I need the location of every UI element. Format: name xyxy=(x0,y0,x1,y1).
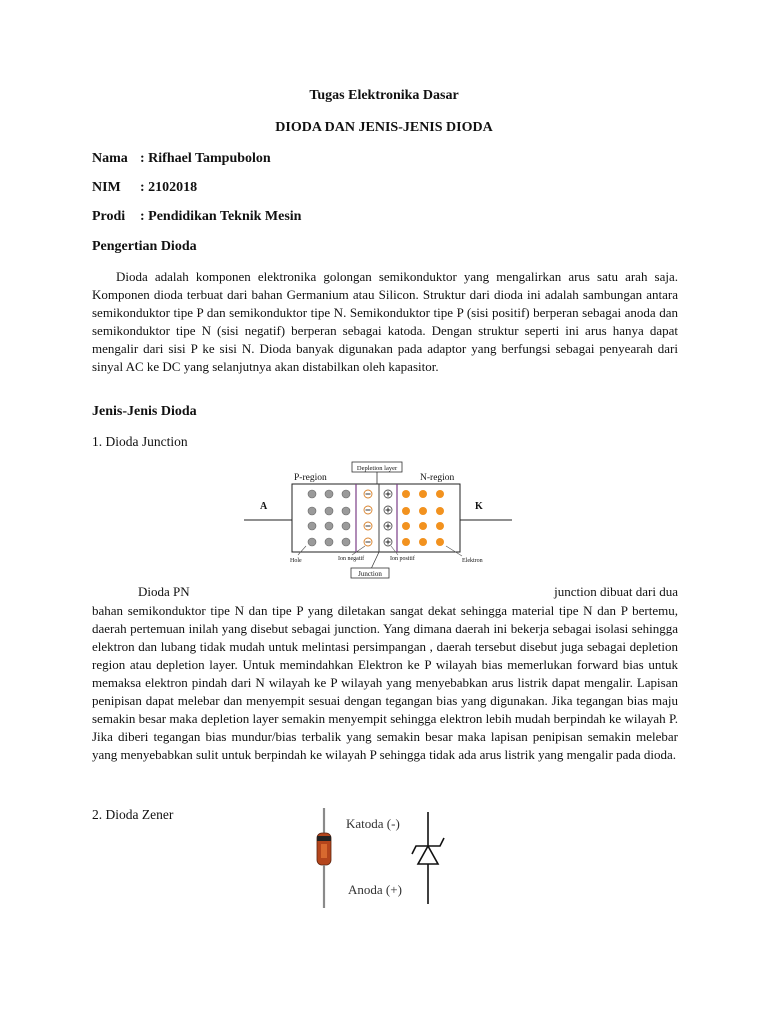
hole-dot xyxy=(342,507,350,515)
junction-diode-figure xyxy=(240,460,516,584)
main-title: DIODA DAN JENIS-JENIS DIODA xyxy=(275,120,493,135)
field-prodi xyxy=(92,209,301,225)
field-nim xyxy=(92,180,197,196)
field-nama-label: Nama xyxy=(92,151,128,166)
section-heading-pengertian: Pengertian Dioda xyxy=(92,239,197,254)
hole-dot xyxy=(308,538,316,546)
course-title: Tugas Elektronika Dasar xyxy=(309,88,459,103)
electron-dot xyxy=(436,507,444,515)
hole-dot xyxy=(342,490,350,498)
junction-lead-right: junction dibuat dari dua xyxy=(554,584,678,599)
field-nama xyxy=(92,151,271,167)
p-region-label: P-region xyxy=(294,473,327,483)
electron-dot xyxy=(436,538,444,546)
section-heading-jenis: Jenis-Jenis Dioda xyxy=(92,404,197,419)
list-item-dioda-zener: 2. Dioda Zener xyxy=(92,807,174,822)
field-nim-label: NIM xyxy=(92,180,121,195)
hole-dot xyxy=(308,490,316,498)
electron-dot xyxy=(402,538,410,546)
anoda-label: Anoda (+) xyxy=(348,882,402,897)
hole-dot xyxy=(325,490,333,498)
zener-diode-figure xyxy=(292,808,460,908)
junction-lead-left: Dioda PN xyxy=(138,584,190,599)
cathode-label: K xyxy=(475,501,483,512)
zener-symbol-triangle xyxy=(418,846,438,864)
paragraph-pengertian: Dioda adalah komponen elektronika golongan semikonduktor yang mengalirkan arus satu arah saja. Komponen dioda terbuat dari bahan Germanium atau Silicon. Struktur dari dioda ini adalah sambungan antara semikonduktor tipe P dan semikonduktor tipe N. Semikonduktor tipe P (sisi positif) berperan sebagai anoda dan semikonduktor tipe N (sisi negatif) berperan sebagai katoda. Dengan struktur seperti ini arus hanya dapat mengalir dari sisi P ke sisi N. Dioda banyak digunakan pada adaptor yang berfungsi sebagai penyearah dari sinyal AC ke DC yang selanjutnya akan distabilkan oleh kapasitor. xyxy=(92,269,678,374)
hole-dot xyxy=(325,538,333,546)
katoda-label: Katoda (-) xyxy=(346,816,400,831)
electron-dot xyxy=(436,522,444,530)
n-region-label: N-region xyxy=(420,473,455,483)
electron-dot xyxy=(419,522,427,530)
hole-dot xyxy=(308,507,316,515)
hole-label: Hole xyxy=(290,558,302,564)
electron-dot xyxy=(419,490,427,498)
zener-body-highlight xyxy=(321,844,327,858)
ion-positif-label: Ion positif xyxy=(390,556,415,562)
elektron-label: Elektron xyxy=(462,558,483,564)
electron-dot xyxy=(436,490,444,498)
diode-body xyxy=(292,484,460,552)
zener-symbol xyxy=(412,812,444,904)
electron-dot xyxy=(419,538,427,546)
hole-dot xyxy=(325,522,333,530)
list-item-dioda-junction: 1. Dioda Junction xyxy=(92,434,188,449)
electron-dot xyxy=(402,490,410,498)
paragraph-dioda-junction: bahan semikonduktor tipe N dan tipe P yang diletakan sangat dekat sehingga material tipe N dan P bertemu, daerah pertemuan inilah yang disebut sebagai junction. Yang dimana daerah ini bekerja sebagai isolasi sehingga elektron dan lubang tidak mudah untuk melintasi persimpangan , daerah tersebut disebut juga sebagai depletion region atau depletion layer. Untuk memindahkan Elektron ke P wilayah bias memerlukan forward bias untuk memaksa elektron pindah dari N wilayah ke P wilayah yang menyebabkan arus listrik dapat mengalir. Lapisan penipisan dapat melebar dan menyempit sesuai dengan tegangan bias yang digunakan. Jika tegangan bias maju semakin besar maka depletion layer semakin menyempit sehingga elektron lebih mudah berpindah ke wilayah P. Jika diberi tegangan bias mundur/bias terbalik yang semakin besar maka lapisan penipisan semakin melebar yang menyebabkan sulit untuk berpindah ke wilayah P sehingga tidak ada arus listrik yang mengalir pada dioda. xyxy=(92,603,678,762)
electron-dot xyxy=(402,507,410,515)
junction-first-line xyxy=(92,584,678,602)
ion-negatif-label: Ion negatif xyxy=(338,556,365,562)
anode-label: A xyxy=(260,501,268,512)
electron-dot xyxy=(402,522,410,530)
field-prodi-label: Prodi xyxy=(92,209,126,224)
hole-dot xyxy=(308,522,316,530)
hole-dot xyxy=(325,507,333,515)
field-nama-value: : Rifhael Tampubolon xyxy=(140,151,271,166)
hole-dot xyxy=(342,522,350,530)
field-nim-value: : 2102018 xyxy=(140,180,198,195)
zener-cathode-band xyxy=(317,836,331,841)
hole-dot xyxy=(342,538,350,546)
depletion-layer-label: Depletion layer xyxy=(356,465,398,472)
junction-pointer xyxy=(371,552,379,569)
field-prodi-value: : Pendidikan Teknik Mesin xyxy=(140,209,302,224)
junction-label: Junction xyxy=(358,570,382,578)
electron-dot xyxy=(419,507,427,515)
